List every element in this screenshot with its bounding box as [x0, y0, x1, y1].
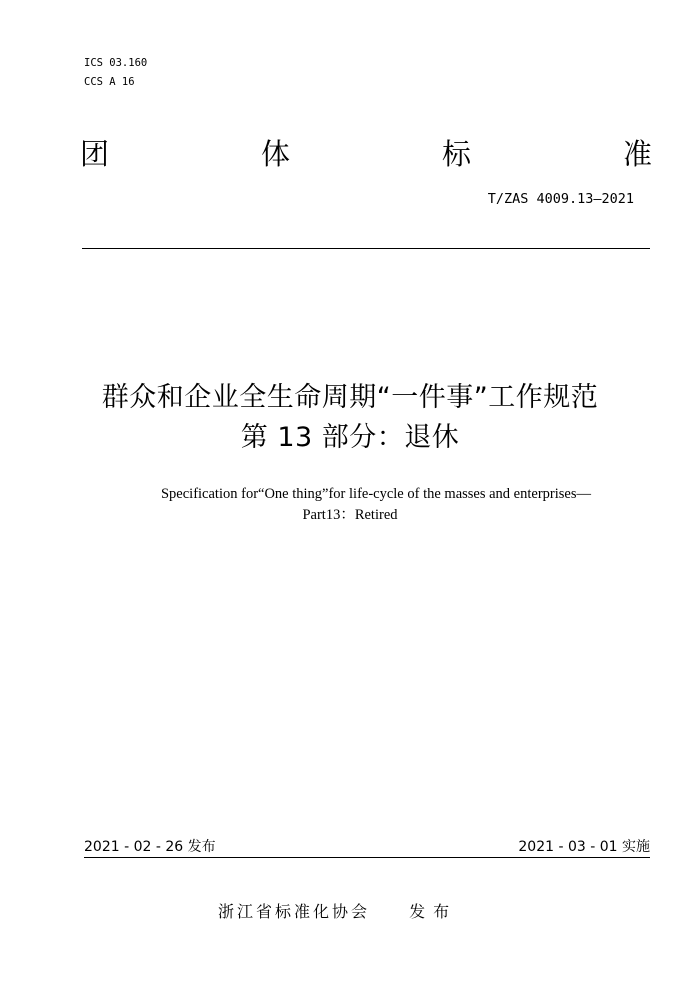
chinese-title-line-2: 第 13 部分：退休 — [240, 422, 460, 453]
english-title-line-2: Part13：Retired — [302, 507, 398, 523]
standard-type-char: 准 — [622, 137, 652, 171]
standard-code: T/ZAS 4009.13—2021 — [487, 191, 634, 207]
standard-type-heading — [80, 136, 652, 172]
publisher-organization: 浙江省标准化协会 — [218, 902, 371, 921]
standard-type-char: 体 — [260, 137, 290, 171]
dates-row — [84, 837, 650, 857]
footer-divider — [84, 857, 650, 858]
english-title-line-1: Specification for“One thing”for life-cycle of the masses and enterprises— — [160, 486, 591, 502]
issue-date: 2021 - 02 - 26 发布 — [84, 839, 216, 855]
standard-type-char: 团 — [80, 137, 110, 171]
ccs-code: CCS A 16 — [84, 76, 135, 88]
implementation-date: 2021 - 03 - 01 实施 — [518, 839, 650, 855]
standard-type-char: 标 — [441, 137, 471, 171]
classification-codes — [84, 54, 147, 92]
english-title — [0, 484, 700, 526]
chinese-title-line-1: 群众和企业全生命周期“一件事”工作规范 — [101, 382, 599, 413]
ics-code: ICS 03.160 — [84, 57, 148, 69]
publisher — [218, 900, 457, 924]
chinese-title — [0, 378, 700, 458]
publisher-issued-label: 发布 — [409, 902, 458, 921]
header-divider — [82, 248, 650, 249]
